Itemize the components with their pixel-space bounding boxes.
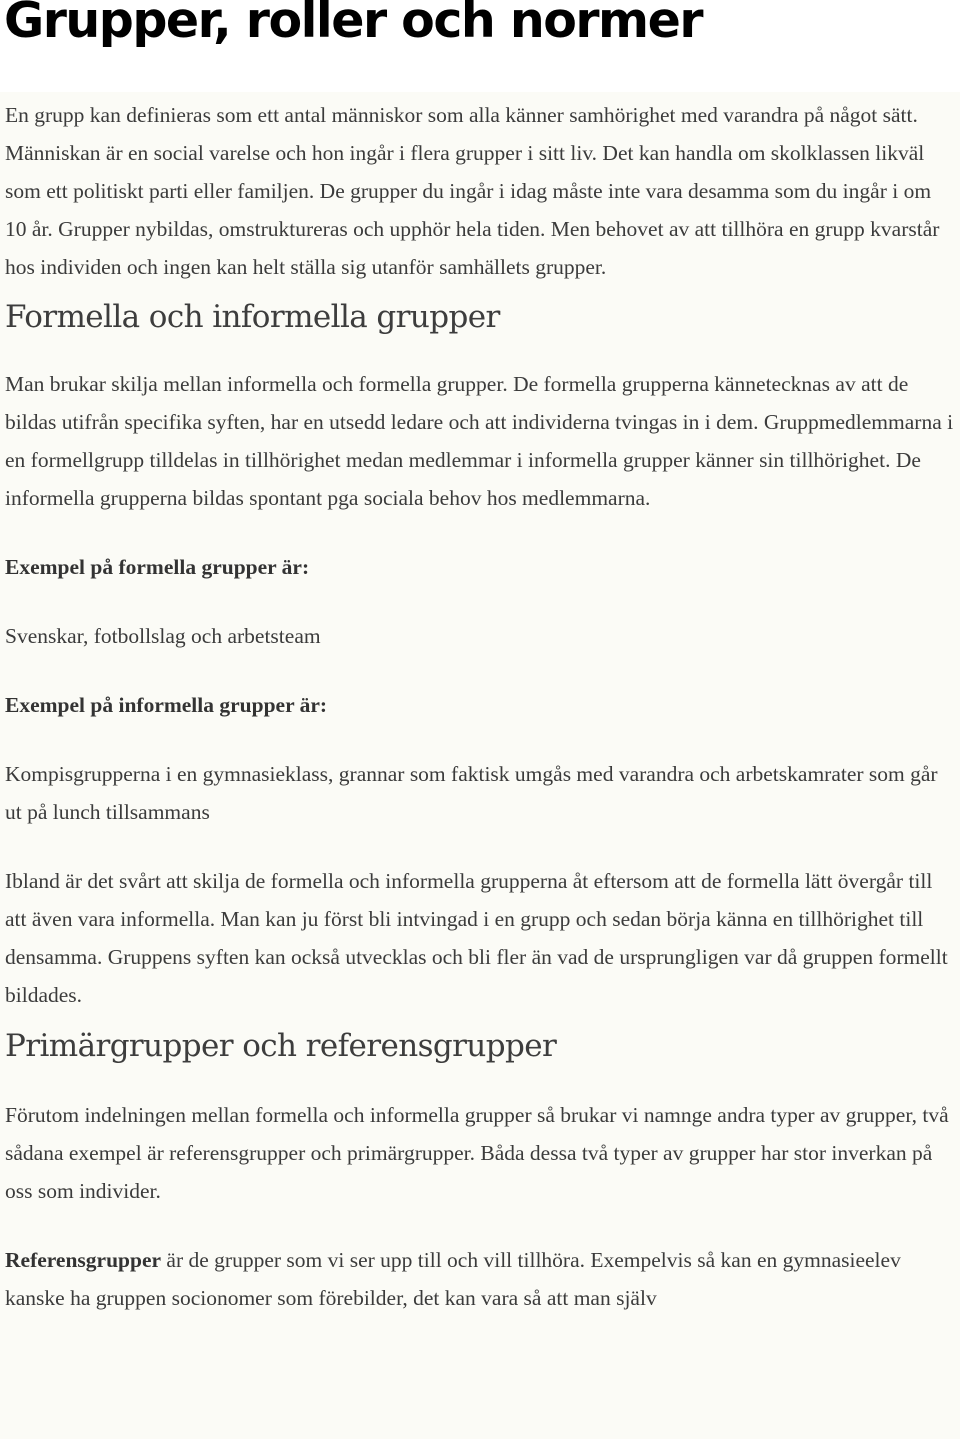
intro-paragraph: En grupp kan definieras som ett antal människor som alla känner samhörighet med varandra på något sätt. Människan är en social varelse och hon ingår i flera grupper i sitt liv. Det kan handla om skolklassen likväl som ett politiskt parti eller familjen. De grupper du ingår i idag måste inte vara desamma som du ingår i om 10 år. Grupper nybildas, omstruktureras och upphör hela tiden. Men behovet av att tillhöra en grupp kvarstår hos individen och ingen kan helt ställa sig utanför samhällets grupper. [5, 103, 940, 279]
page-title: Grupper, roller och normer [4, 0, 702, 49]
section-heading-primar: Primärgrupper och referensgrupper [5, 1028, 557, 1064]
primar-paragraph: Förutom indelningen mellan formella och informella grupper så brukar vi namnge andra typer av grupper, två sådana exempel är referensgrupper och primärgrupper. Båda dessa två typer av grupper har stor inverkan på oss som individer. [5, 1103, 949, 1203]
section-heading-formella: Formella och informella grupper [5, 299, 500, 335]
example-formal-heading-line [5, 548, 955, 586]
referensgrupper-term: Referensgrupper [5, 1248, 162, 1272]
formella-paragraph: Man brukar skilja mellan informella och formella grupper. De formella grupperna kännetecknas av att de bildas utifrån specifika syften, har en utsedd ledare och att individerna tvingas in i dem. Gruppmedlemmarna i en formellgrupp tilldelas in tillhörighet medan medlemmar i informella grupper känner sin tillhörighet. De informella grupperna bildas spontant pga sociala behov hos medlemmarna. [5, 372, 954, 510]
example-informal-text: Kompisgrupperna i en gymnasieklass, grannar som faktisk umgås med varandra och arbetskamrater som går ut på lunch tillsammans [5, 762, 938, 824]
referensgrupper-text: är de grupper som vi ser upp till och vill tillhöra. Exempelvis så kan en gymnasieelev kanske ha gruppen socionomer som förebilder, det kan vara så att man själv [5, 1248, 901, 1310]
example-informal-heading: Exempel på informella grupper är: [5, 693, 328, 717]
article-body [5, 96, 955, 1317]
closing-paragraph: Ibland är det svårt att skilja de formella och informella grupperna åt eftersom att de formella lätt övergår till att även vara informella. Man kan ju först bli intvingad i en grupp och sedan börja känna en tillhörighet till densamma. Gruppens syften kan också utvecklas och bli fler än vad de ursprungligen var då gruppen formellt bildades. [5, 869, 948, 1007]
example-formal-heading: Exempel på formella grupper är: [5, 555, 310, 579]
referensgrupper-paragraph [5, 1241, 955, 1317]
example-formal-text: Svenskar, fotbollslag och arbetsteam [5, 624, 321, 648]
example-informal-heading-line [5, 686, 955, 724]
